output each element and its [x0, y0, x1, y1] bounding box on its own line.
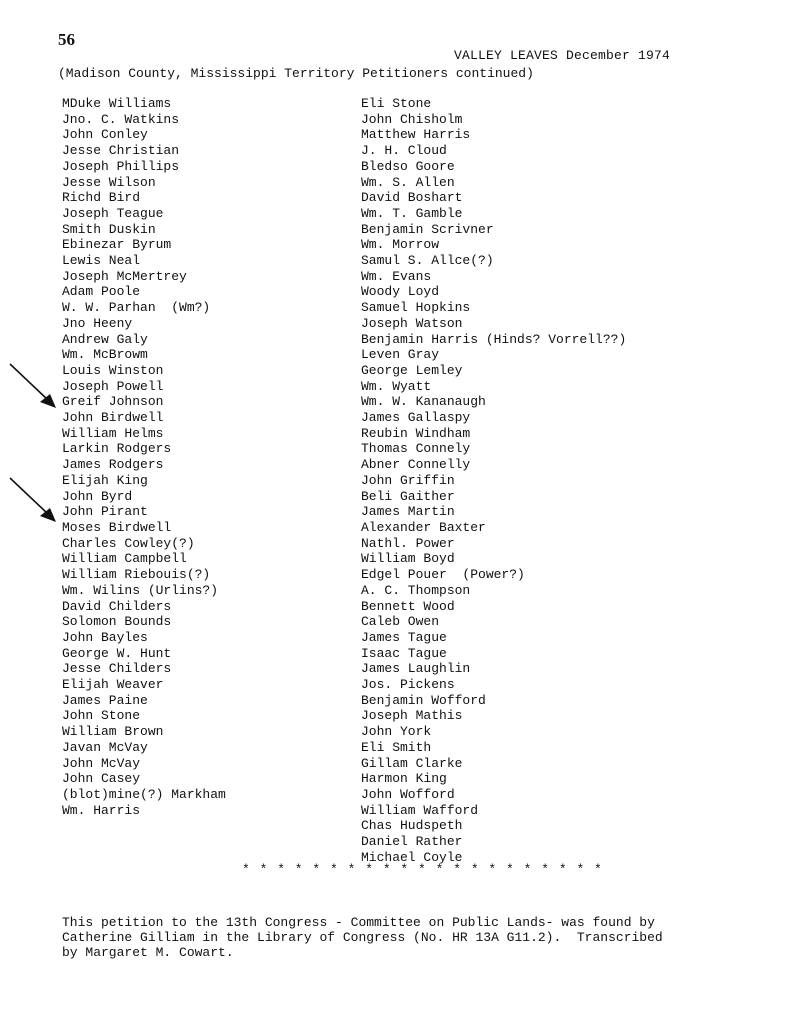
petitioner-name: Adam Poole: [62, 284, 141, 300]
petitioner-name: Joseph McMertrey: [62, 268, 187, 284]
petitioner-name: Benjamin Scrivner: [361, 221, 494, 237]
section-subtitle: (Madison County, Mississippi Territory Petitioners continued): [58, 66, 534, 81]
petitioner-name: Eli Stone: [361, 96, 432, 111]
petitioner-name: William Boyd: [361, 551, 455, 567]
petitioner-name: James Paine: [62, 692, 148, 708]
petitioner-name: Jno. C. Watkins: [62, 111, 180, 127]
petitioner-name: Charles Cowley(?): [62, 535, 195, 551]
petitioner-name: Benjamin Wofford: [361, 692, 486, 708]
petitioner-list-right: [361, 96, 626, 865]
petitioner-name: James Laughlin: [361, 661, 471, 677]
petitioner-name: Eli Smith: [361, 739, 432, 755]
source-note: [62, 915, 702, 960]
petitioner-name: John Bayles: [62, 629, 148, 645]
petitioner-name: W. W. Parhan (Wm?): [62, 300, 211, 316]
petitioner-name: Alexander Baxter: [361, 519, 486, 535]
petitioner-name: John Wofford: [361, 786, 455, 802]
petitioner-name: Jesse Childers: [62, 661, 172, 677]
petitioner-name: Ebinezar Byrum: [62, 237, 172, 253]
petitioner-name: James Tague: [361, 629, 447, 645]
petitioner-name: David Childers: [62, 598, 172, 614]
petitioner-name: Harmon King: [361, 771, 447, 787]
petitioner-name: Wm. Wilins (Urlins?): [62, 582, 219, 598]
petitioner-name: J. H. Cloud: [361, 143, 447, 159]
petitioner-name: Joseph Powell: [62, 378, 164, 394]
petitioner-name: John Birdwell: [62, 410, 164, 426]
petitioner-name: Solomon Bounds: [62, 614, 172, 630]
petitioner-name: Michael Coyle: [361, 849, 463, 865]
petitioner-name: James Rodgers: [62, 457, 164, 473]
petitioner-name: William Wafford: [361, 802, 479, 818]
petitioner-name: Leven Gray: [361, 347, 440, 363]
petitioner-name: Lewis Neal: [62, 253, 141, 269]
petitioner-name: John Stone: [62, 708, 141, 724]
petitioner-name: Andrew Galy: [62, 331, 148, 347]
petitioner-name: Bennett Wood: [361, 598, 455, 614]
petitioner-name: Javan McVay: [62, 739, 148, 755]
petitioner-name: Jos. Pickens: [361, 677, 455, 693]
petitioner-name: Beli Gaither: [361, 488, 455, 504]
petitioner-name: Abner Connelly: [361, 457, 471, 473]
source-note-line: Catherine Gilliam in the Library of Congress (No. HR 13A G11.2). Transcribed: [62, 930, 663, 945]
section-divider: * * * * * * * * * * * * * * * * * * * * *: [242, 862, 603, 877]
petitioner-name: Jno Heeny: [62, 315, 133, 331]
petitioner-name: George W. Hunt: [62, 645, 172, 661]
arrow-pointer-icon: [8, 362, 60, 412]
page-number: 56: [58, 30, 75, 49]
petitioner-name: Wm. Evans: [361, 268, 432, 284]
petitioner-name: (blot)mine(?) Markham: [62, 786, 226, 802]
petitioner-name: Richd Bird: [62, 190, 141, 206]
petitioner-name: Louis Winston: [62, 362, 164, 378]
petitioner-name: John York: [361, 724, 432, 740]
petitioner-name: Larkin Rodgers: [62, 441, 172, 457]
petitioner-name: Chas Hudspeth: [361, 818, 463, 834]
petitioner-name: Edgel Pouer (Power?): [361, 567, 525, 583]
petitioner-name: Wm. W. Kananaugh: [361, 394, 486, 410]
petitioner-name: Wm. Morrow: [361, 237, 440, 253]
petitioner-name: Bledso Goore: [361, 158, 455, 174]
petitioner-name: William Campbell: [62, 551, 187, 567]
petitioner-name: John Conley: [62, 127, 148, 143]
petitioner-name: John Casey: [62, 771, 141, 787]
petitioner-name: Wm. McBrowm: [62, 347, 148, 363]
petitioner-name: Isaac Tague: [361, 645, 447, 661]
petitioner-name: A. C. Thompson: [361, 582, 471, 598]
petitioner-name: Joseph Phillips: [62, 158, 180, 174]
petitioner-name: William Brown: [62, 724, 164, 740]
petitioner-list-left: [62, 96, 226, 818]
petitioner-name: James Martin: [361, 504, 455, 520]
petitioner-name: Joseph Watson: [361, 315, 463, 331]
petitioner-name: Thomas Connely: [361, 441, 471, 457]
petitioner-name: Elijah King: [62, 472, 148, 488]
petitioner-name: John McVay: [62, 755, 141, 771]
petitioner-name: Nathl. Power: [361, 535, 455, 551]
petitioner-name: Matthew Harris: [361, 127, 471, 143]
petitioner-name: Samul S. Allce(?): [361, 253, 494, 269]
petitioner-name: Moses Birdwell: [62, 519, 172, 535]
petitioner-name: Joseph Teague: [62, 205, 164, 221]
petitioner-name: Wm. Harris: [62, 802, 141, 818]
petitioner-name: Wm. T. Gamble: [361, 205, 463, 221]
petitioner-name: David Boshart: [361, 190, 463, 206]
petitioner-name: Samuel Hopkins: [361, 300, 471, 316]
petitioner-name: John Pirant: [62, 504, 148, 520]
petitioner-name: Jesse Wilson: [62, 174, 156, 190]
petitioner-name: John Griffin: [361, 472, 455, 488]
petitioner-name: Wm. S. Allen: [361, 174, 455, 190]
petitioner-name: Elijah Weaver: [62, 677, 164, 693]
arrow-pointer-icon: [8, 476, 60, 526]
source-note-line: This petition to the 13th Congress - Committee on Public Lands- was found by: [62, 915, 655, 930]
petitioner-name: Daniel Rather: [361, 834, 463, 850]
petitioner-name: Gillam Clarke: [361, 755, 463, 771]
petitioner-name: George Lemley: [361, 362, 463, 378]
petitioner-name: MDuke Williams: [62, 96, 172, 111]
petitioner-name: Greif Johnson: [62, 394, 164, 410]
petitioner-name: John Chisholm: [361, 111, 463, 127]
petitioner-name: Jesse Christian: [62, 143, 180, 159]
petitioner-name: William Helms: [62, 425, 164, 441]
petitioner-name: William Riebouis(?): [62, 567, 211, 583]
running-head: VALLEY LEAVES December 1974: [453, 48, 670, 63]
petitioner-name: Wm. Wyatt: [361, 378, 432, 394]
petitioner-name: Joseph Mathis: [361, 708, 463, 724]
petitioner-name: Woody Loyd: [361, 284, 440, 300]
petitioner-name: James Gallaspy: [361, 410, 471, 426]
source-note-line: by Margaret M. Cowart.: [62, 945, 234, 960]
petitioner-name: Benjamin Harris (Hinds? Vorrell??): [361, 331, 627, 347]
petitioner-name: Reubin Windham: [361, 425, 471, 441]
petitioner-name: Smith Duskin: [62, 221, 156, 237]
petitioner-name: John Byrd: [62, 488, 133, 504]
petitioner-name: Caleb Owen: [361, 614, 440, 630]
